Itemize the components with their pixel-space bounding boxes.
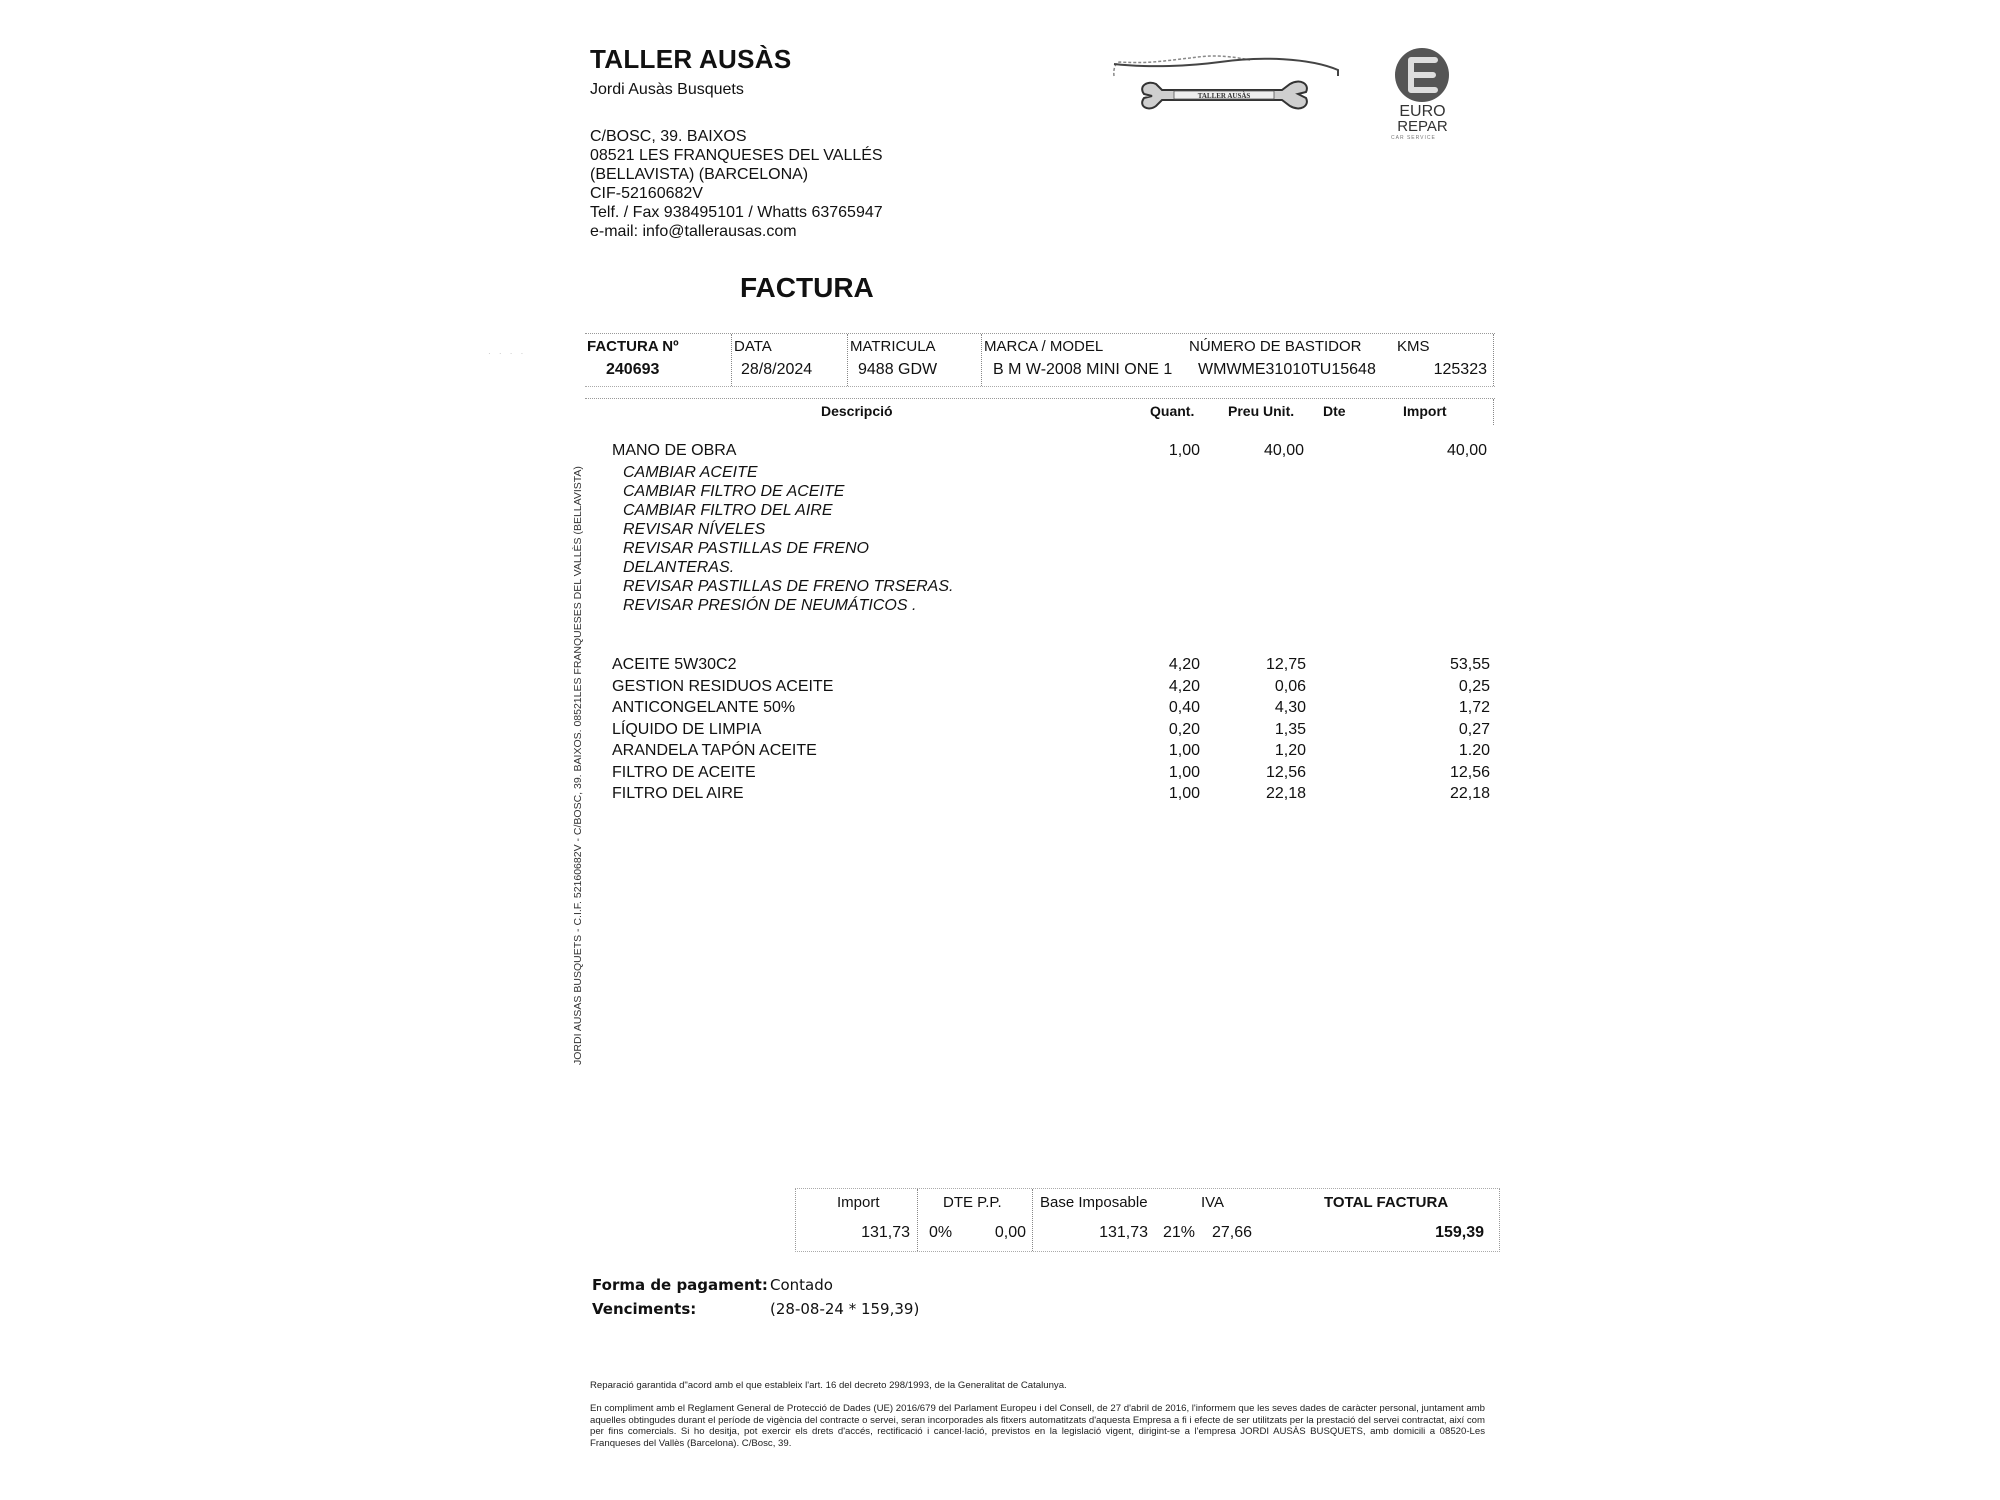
item-unit-price: 1,20 (1274, 742, 1306, 759)
totals-iva-amount: 27,66 (1212, 1224, 1253, 1241)
labour-task: DELANTERAS. (623, 559, 735, 576)
column-quantity: Quant. (1150, 403, 1195, 419)
address-line: (BELLAVISTA) (BARCELONA) (590, 166, 809, 183)
totals-dte-label: DTE P.P. (943, 1194, 1002, 1211)
totals-box (795, 1188, 1500, 1252)
item-unit-price: 12,75 (1265, 656, 1306, 673)
vin-label: NÚMERO DE BASTIDOR (1189, 338, 1362, 355)
item-quantity: 4,20 (1168, 677, 1200, 695)
model-label: MARCA / MODEL (984, 338, 1104, 355)
item-amount: 53,55 (1449, 656, 1490, 673)
items-header (585, 398, 1495, 425)
labour-task: CAMBIAR FILTRO DEL AIRE (623, 502, 833, 519)
item-amount: 0,25 (1458, 677, 1490, 695)
item-unit-price: 22,18 (1265, 785, 1306, 802)
item-description: FILTRO DEL AIRE (612, 785, 744, 802)
address-line: C/BOSC, 39. BAIXOS (590, 128, 747, 145)
item-quantity: 4,20 (1168, 656, 1200, 673)
address-line: e-mail: info@tallerausas.com (590, 223, 797, 240)
vin: WMWME31010TU15648 (1198, 361, 1376, 378)
labour-task: CAMBIAR FILTRO DE ACEITE (623, 483, 845, 500)
item-unit-price: 0,06 (1274, 677, 1306, 695)
item-description: FILTRO DE ACEITE (612, 763, 756, 781)
eurorepar-tagline: CAR SERVICE (1391, 135, 1436, 141)
labour-unit-price: 40,00 (1263, 442, 1304, 459)
invoice-header-table (585, 333, 1495, 387)
labour-task: REVISAR PASTILLAS DE FRENO TRSERAS. (623, 578, 954, 595)
item-description: GESTION RESIDUOS ACEITE (612, 677, 834, 695)
totals-total-label: TOTAL FACTURA (1324, 1194, 1449, 1211)
item-quantity: 1,00 (1168, 742, 1200, 759)
due-label: Venciments: (592, 1300, 697, 1318)
warranty-text: Reparació garantida d"acord amb el que estableix l'art. 16 del decreto 298/1993, de la Generalitat de Catalunya. (590, 1380, 1067, 1391)
item-amount: 1.20 (1458, 742, 1490, 759)
item-description: ACEITE 5W30C2 (612, 656, 737, 673)
due-value: (28-08-24 * 159,39) (770, 1300, 920, 1318)
totals-iva-pct: 21% (1163, 1224, 1196, 1241)
totals-import-label: Import (837, 1194, 880, 1211)
address-line: 08521 LES FRANQUESES DEL VALLÉS (590, 147, 883, 164)
labour-task: REVISAR NÍVELES (623, 521, 766, 538)
item-amount: 22,18 (1449, 785, 1490, 802)
plate-label: MATRICULA (850, 338, 936, 355)
labour-description: MANO DE OBRA (612, 442, 737, 459)
totals-base-label: Base Imposable (1040, 1194, 1148, 1211)
invoice-number: 240693 (606, 361, 660, 378)
kms: 125323 (1433, 361, 1487, 378)
totals-import: 131,73 (861, 1224, 910, 1241)
document-title: FACTURA (740, 272, 874, 303)
privacy-text: En compliment amb el Reglament General de Protecció de Dades (UE) 2016/679 del Parlament Europeu i del Consell, de 27 d'abril de 2016, l'informem que les seves dades de caràcter personal, juntament amb aquelles obtingudes durant el període de vigència del contracte o servei, seran incorporades als fitxers automatitzats d'aquesta Empresa a fi i efecte de ser utilitzats per la prestació del servei contractat, així com per fins comercials. Si ho desitja, pot exercir els drets d'accés, rectificació i cancel·lació, previstos en la legislació vigent, dirigint-se a l'empresa JORDI AUSÀS BUSQUETS, amb domicili a 08520-Les Franqueses del Vallès (Barcelona). C/Bosc, 39. (590, 1403, 1485, 1449)
totals-dte-amount: 0,00 (994, 1224, 1026, 1241)
eurorepar-line1: EURO (1399, 103, 1446, 120)
item-amount: 12,56 (1449, 763, 1490, 781)
labour-quantity: 1,00 (1168, 442, 1200, 459)
scan-mark: · · · · (488, 349, 527, 358)
item-description: ARANDELA TAPÓN ACEITE (612, 742, 817, 759)
item-quantity: 0,40 (1168, 699, 1200, 716)
item-unit-price: 4,30 (1274, 699, 1306, 716)
column-amount: Import (1403, 403, 1447, 419)
totals-iva-label: IVA (1201, 1194, 1225, 1211)
totals-total: 159,39 (1435, 1224, 1484, 1241)
payment-method-label: Forma de pagament: (592, 1276, 768, 1294)
labour-amount: 40,00 (1446, 442, 1487, 459)
item-description: LÍQUIDO DE LIMPIA (612, 720, 762, 738)
column-discount: Dte (1323, 403, 1346, 419)
labour-task: REVISAR PASTILLAS DE FRENO (623, 540, 869, 557)
item-quantity: 1,00 (1168, 763, 1200, 781)
logo-text: TALLER AUSÀS (1197, 92, 1251, 100)
date-label: DATA (734, 338, 772, 355)
item-unit-price: 12,56 (1265, 763, 1306, 781)
totals-base: 131,73 (1099, 1224, 1148, 1241)
item-description: ANTICONGELANTE 50% (612, 699, 796, 716)
item-unit-price: 1,35 (1274, 720, 1306, 738)
company-name: TALLER AUSÀS (590, 44, 792, 74)
column-unit-price: Preu Unit. (1228, 403, 1295, 419)
invoice-date: 28/8/2024 (741, 361, 813, 378)
item-amount: 1,72 (1458, 699, 1490, 716)
eurorepar-line2: REPAR (1397, 118, 1448, 135)
company-owner: Jordi Ausàs Busquets (590, 81, 744, 98)
labour-task: REVISAR PRESIÓN DE NEUMÁTICOS . (623, 597, 917, 614)
car-wrench-icon (1110, 50, 1340, 120)
side-legal-text: JORDI AUSAS BUSQUETS - C.I.F. 52160682V - C/BOSC, 39. BAIXOS. 08521LES FRANQUESES DEL VALLÈS (BELLAVISTA) (572, 466, 584, 1065)
item-quantity: 0,20 (1168, 720, 1200, 738)
item-quantity: 1,00 (1168, 785, 1200, 802)
taller-logo (1110, 50, 1340, 120)
item-amount: 0,27 (1458, 720, 1490, 738)
eurorepar-emblem-icon (1385, 46, 1460, 106)
payment-method: Contado (770, 1276, 833, 1294)
vehicle-model: B M W-2008 MINI ONE 1 (993, 361, 1173, 378)
address-line: CIF-52160682V (590, 185, 703, 202)
labour-task: CAMBIAR ACEITE (623, 464, 758, 481)
column-description: Descripció (821, 403, 893, 419)
address-line: Telf. / Fax 938495101 / Whatts 63765947 (590, 204, 883, 221)
invoice-number-label: FACTURA Nº (587, 338, 679, 355)
plate: 9488 GDW (858, 361, 938, 378)
eurorepar-logo (1385, 46, 1460, 146)
kms-label: KMS (1397, 338, 1430, 355)
totals-dte-pct: 0% (929, 1224, 953, 1241)
